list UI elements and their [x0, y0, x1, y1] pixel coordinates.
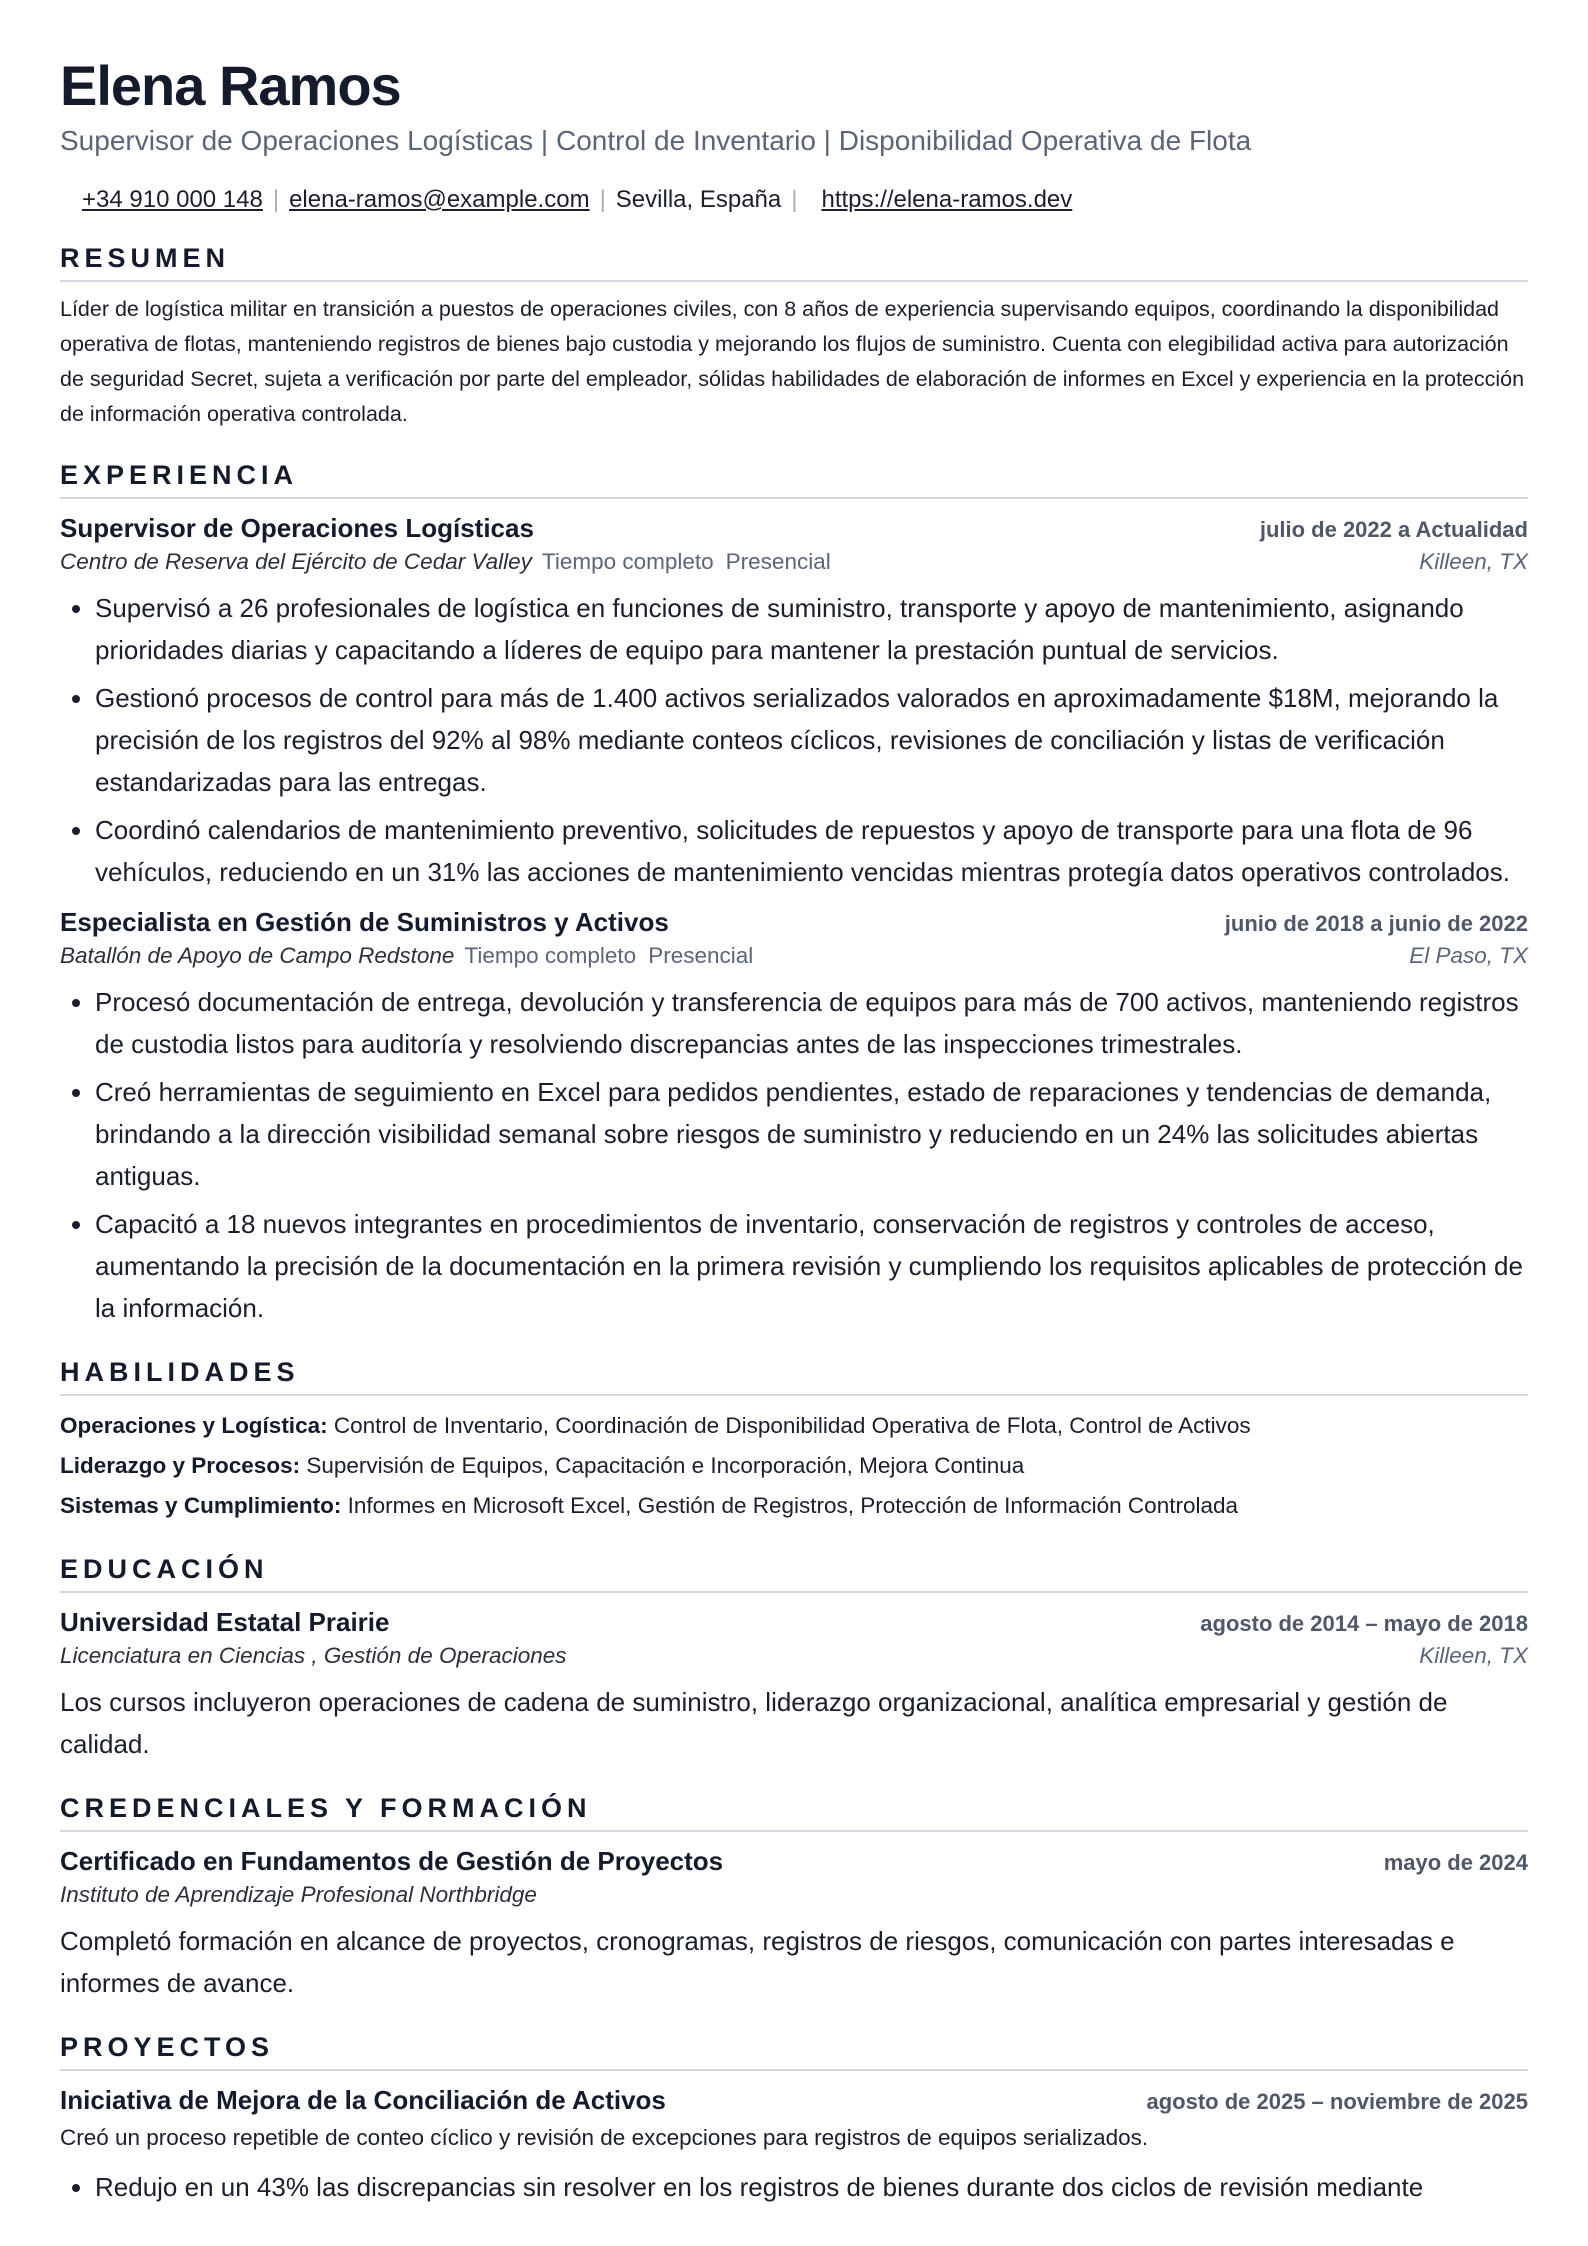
section-title-education: EDUCACIÓN — [60, 1552, 1528, 1593]
website-link[interactable]: https://elena-ramos.dev — [821, 185, 1073, 213]
skill-group — [60, 1446, 1528, 1486]
job-title: Especialista en Gestión de Suministros y Activos — [60, 906, 669, 937]
credential-entry — [60, 1846, 1528, 2004]
project-bullets — [60, 2166, 1528, 2208]
credential-issuer: Instituto de Aprendizaje Profesional Northbridge — [60, 1882, 537, 1908]
list-item: • Capacitó a 18 nuevos integrantes en procedimientos de inventario, conservación de registros y controles de acceso, aumentando la precisión de la documentación en la primera revisión y cumpliendo los requisitos aplicables de protección de la información. — [95, 1203, 1528, 1329]
job-organization: Centro de Reserva del Ejército de Cedar Valley — [60, 548, 532, 574]
list-item: • Procesó documentación de entrega, devolución y transferencia de equipos para más de 700 activos, manteniendo registros de custodia listos para auditoría y resolviendo discrepancias antes de las inspecciones trimestrales. — [95, 981, 1528, 1065]
job-organization: Batallón de Apoyo de Campo Redstone — [60, 942, 455, 968]
skill-group-label: Liderazgo y Procesos: — [60, 1453, 301, 1479]
job-entry — [60, 513, 1528, 893]
job-bullets — [60, 981, 1528, 1329]
contact-separator: | — [791, 185, 798, 213]
skill-group-items: Supervisión de Equipos, Capacitación e Incorporación, Mejora Continua — [306, 1453, 1025, 1479]
contact-line — [60, 184, 1528, 215]
skill-group-label: Sistemas y Cumplimiento: — [60, 1493, 342, 1519]
section-title-summary: RESUMEN — [60, 241, 1528, 282]
job-title: Supervisor de Operaciones Logísticas — [60, 512, 534, 543]
job-entry — [60, 907, 1528, 1329]
school-name: Universidad Estatal Prairie — [60, 1607, 390, 1638]
skill-group-items: Control de Inventario, Coordinación de Disponibilidad Operativa de Flota, Control de Activos — [333, 1413, 1251, 1439]
degree: Licenciatura en Ciencias , Gestión de Operaciones — [60, 1643, 567, 1669]
contact-separator: | — [272, 185, 280, 213]
job-mode: Presencial — [725, 548, 831, 574]
job-location: Killeen, TX — [1419, 548, 1528, 574]
education-section — [60, 1552, 1528, 1765]
phone-link[interactable]: +34 910 000 148 — [82, 185, 263, 213]
list-item: • Creó herramientas de seguimiento en Excel para pedidos pendientes, estado de reparaciones y tendencias de demanda, brindando a la dirección visibilidad semanal sobre riesgos de suministro y reduciendo en un 24% las solicitudes abiertas antiguas. — [95, 1071, 1528, 1197]
section-title-projects: PROYECTOS — [60, 2030, 1528, 2071]
contact-separator: | — [599, 185, 606, 213]
credential-name: Certificado en Fundamentos de Gestión de Proyectos — [60, 1846, 724, 1877]
headline: Supervisor de Operaciones Logísticas | Control de Inventario | Disponibilidad Operativa de Flota — [60, 125, 1252, 157]
section-title-experience: EXPERIENCIA — [60, 458, 1528, 499]
section-title-credentials: CREDENCIALES Y FORMACIÓN — [60, 1791, 1528, 1832]
job-type: Tiempo completo — [541, 548, 714, 574]
section-title-skills: HABILIDADES — [60, 1355, 1528, 1396]
skill-group-label: Operaciones y Logística: — [60, 1413, 328, 1439]
project-dates: agosto de 2025 – noviembre de 2025 — [1146, 2089, 1528, 2115]
credential-date: mayo de 2024 — [1383, 1850, 1528, 1876]
project-entry — [60, 2085, 1528, 2208]
education-description: Los cursos incluyeron operaciones de cadena de suministro, liderazgo organizacional, analítica empresarial y gestión de calidad. — [60, 1687, 1448, 1760]
projects-section — [60, 2030, 1528, 2208]
email-link[interactable]: elena-ramos@example.com — [289, 185, 590, 213]
job-location: El Paso, TX — [1409, 942, 1528, 968]
skill-group — [60, 1486, 1528, 1526]
credentials-section — [60, 1791, 1528, 2004]
education-entry — [60, 1607, 1528, 1765]
list-item: • Coordinó calendarios de mantenimiento preventivo, solicitudes de repuestos y apoyo de transporte para una flota de 96 vehículos, reduciendo en un 31% las acciones de mantenimiento vencidas mientras protegía datos operativos controlados. — [95, 809, 1528, 893]
candidate-name: Elena Ramos — [60, 54, 401, 117]
education-dates: agosto de 2014 – mayo de 2018 — [1200, 1611, 1528, 1637]
job-mode: Presencial — [648, 942, 754, 968]
list-item: • Gestionó procesos de control para más de 1.400 activos serializados valorados en aproximadamente $18M, mejorando la precisión de los registros del 92% al 98% mediante conteos cíclicos, revisiones de conciliación y listas de verificación estandarizadas para las entregas. — [95, 677, 1528, 803]
education-location: Killeen, TX — [1419, 1643, 1528, 1669]
job-dates: julio de 2022 a Actualidad — [1259, 516, 1528, 542]
job-bullets — [60, 587, 1528, 893]
skills-section — [60, 1355, 1528, 1526]
location-text: Sevilla, España — [615, 185, 782, 213]
skill-group — [60, 1406, 1528, 1446]
project-description: Creó un proceso repetible de conteo cíclico y revisión de excepciones para registros de equipos serializados. — [60, 2125, 1149, 2151]
job-type: Tiempo completo — [464, 942, 637, 968]
list-item: • Redujo en un 43% las discrepancias sin resolver en los registros de bienes durante dos ciclos de revisión mediante — [95, 2166, 1528, 2208]
experience-section — [60, 458, 1528, 1329]
credential-description: Completó formación en alcance de proyectos, cronogramas, registros de riesgos, comunicación con partes interesadas e informes de avance. — [60, 1926, 1455, 1999]
project-name: Iniciativa de Mejora de la Conciliación de Activos — [60, 2085, 666, 2116]
skill-group-items: Informes en Microsoft Excel, Gestión de Registros, Protección de Información Controlada — [347, 1493, 1239, 1519]
summary-section — [60, 241, 1528, 432]
list-item: • Supervisó a 26 profesionales de logística en funciones de suministro, transporte y apoyo de mantenimiento, asignando prioridades diarias y capacitando a líderes de equipo para mantener la prestación puntual de servicios. — [95, 587, 1528, 671]
resume-header — [60, 52, 1528, 215]
job-dates: junio de 2018 a junio de 2022 — [1224, 910, 1528, 936]
summary-text: Líder de logística militar en transición a puestos de operaciones civiles, con 8 años de experiencia supervisando equipos, coordinando la disponibilidad operativa de flotas, manteniendo registros de bienes bajo custodia y mejorando los flujos de suministro. Cuenta con elegibilidad activa para autorización de seguridad Secret, sujeta a verificación por parte del empleador, sólidas habilidades de elaboración de informes en Excel y experiencia en la protección de información operativa controlada. — [60, 296, 1525, 426]
